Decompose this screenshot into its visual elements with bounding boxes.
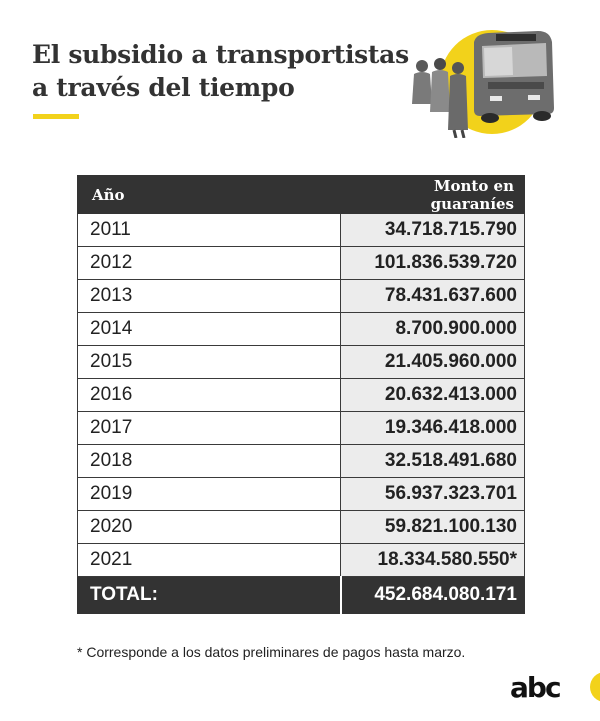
amount-cell: 21.405.960.000: [341, 346, 525, 379]
amount-cell: 101.836.539.720: [341, 247, 525, 280]
table-row: [78, 478, 525, 511]
page-title: [32, 38, 409, 104]
amount-cell: 8.700.900.000: [341, 313, 525, 346]
amount-cell: 18.334.580.550*: [341, 544, 525, 577]
year-cell: 2021: [78, 544, 341, 577]
total-label: TOTAL:: [78, 577, 341, 614]
year-cell: 2017: [78, 412, 341, 445]
year-cell: 2016: [78, 379, 341, 412]
table-row: [78, 379, 525, 412]
year-cell: 2011: [78, 214, 341, 247]
abc-logo: [510, 670, 600, 706]
logo-yellow-dot: [590, 672, 600, 702]
bus-photo-illustration: [404, 20, 580, 138]
subsidy-table: [77, 175, 525, 614]
table-row: [78, 214, 525, 247]
year-cell: 2020: [78, 511, 341, 544]
year-cell: 2013: [78, 280, 341, 313]
title-line-1: El subsidio a transportistas: [32, 40, 409, 69]
table-row: [78, 346, 525, 379]
year-cell: 2018: [78, 445, 341, 478]
table-row: [78, 544, 525, 577]
table-header-row: [78, 176, 525, 214]
title-line-2: a través del tiempo: [32, 73, 295, 102]
column-header-year: Año: [78, 176, 341, 214]
table-row: [78, 511, 525, 544]
year-cell: 2014: [78, 313, 341, 346]
amount-cell: 34.718.715.790: [341, 214, 525, 247]
passengers-silhouettes: [412, 58, 468, 138]
year-cell: 2019: [78, 478, 341, 511]
table-row: [78, 445, 525, 478]
table-row: [78, 412, 525, 445]
table-row: [78, 313, 525, 346]
amount-cell: 56.937.323.701: [341, 478, 525, 511]
bus-icon: [474, 31, 554, 123]
amount-cell: 32.518.491.680: [341, 445, 525, 478]
total-row: [78, 577, 525, 614]
amount-cell: 78.431.637.600: [341, 280, 525, 313]
title-accent-bar: [33, 114, 79, 119]
total-amount: 452.684.080.171: [341, 577, 525, 614]
table-row: [78, 247, 525, 280]
amount-cell: 20.632.413.000: [341, 379, 525, 412]
year-cell: 2012: [78, 247, 341, 280]
amount-cell: 19.346.418.000: [341, 412, 525, 445]
column-header-amount: Monto en guaraníes: [341, 176, 525, 214]
logo-text: abc: [510, 671, 560, 704]
amount-cell: 59.821.100.130: [341, 511, 525, 544]
footnote: * Corresponde a los datos preliminares de pagos hasta marzo.: [77, 644, 466, 660]
table-row: [78, 280, 525, 313]
year-cell: 2015: [78, 346, 341, 379]
subsidy-table-container: [77, 175, 524, 614]
